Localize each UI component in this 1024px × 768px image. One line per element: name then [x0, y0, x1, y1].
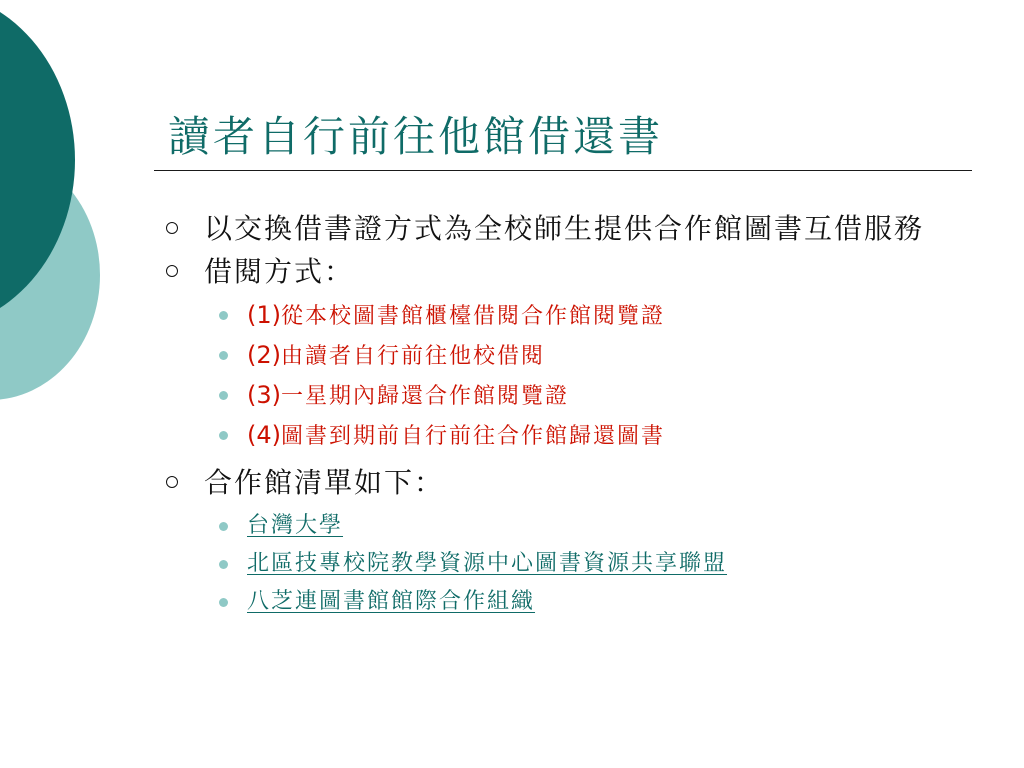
list-item — [164, 545, 964, 583]
bullet-partner-list — [164, 464, 964, 501]
list-item — [164, 376, 964, 416]
list-item — [164, 296, 964, 336]
bullet-text: 以交換借書證方式為全校師生提供合作館圖書互借服務 — [204, 212, 925, 245]
slide-body — [164, 210, 964, 629]
filled-dot-bullet-icon — [219, 522, 228, 531]
hollow-circle-bullet-icon — [166, 222, 178, 234]
hollow-circle-bullet-icon — [166, 265, 178, 277]
step-number: (3) — [247, 381, 281, 409]
partner-link-bazhilian[interactable]: 八芝連圖書館館際合作組織 — [247, 589, 536, 614]
step-text: 一星期內歸還合作館閱覽證 — [281, 384, 570, 409]
step-number: (2) — [247, 341, 281, 369]
list-item — [164, 416, 964, 456]
step-number: (1) — [247, 301, 281, 329]
filled-dot-bullet-icon — [219, 311, 228, 320]
partner-link-ntu[interactable]: 台灣大學 — [247, 513, 344, 538]
filled-dot-bullet-icon — [219, 598, 228, 607]
partner-link-north-tech-alliance[interactable]: 北區技專校院教學資源中心圖書資源共享聯盟 — [247, 551, 728, 576]
bullet-borrow-method — [164, 253, 964, 290]
partner-link-list — [164, 507, 964, 621]
list-item — [164, 336, 964, 376]
step-text: 從本校圖書館櫃檯借閱合作館閱覽證 — [281, 304, 666, 329]
step-text: 由讀者自行前往他校借閱 — [281, 344, 546, 369]
list-item — [164, 583, 964, 621]
hollow-circle-bullet-icon — [166, 476, 178, 488]
filled-dot-bullet-icon — [219, 391, 228, 400]
filled-dot-bullet-icon — [219, 560, 228, 569]
list-item — [164, 507, 964, 545]
filled-dot-bullet-icon — [219, 431, 228, 440]
step-text: 圖書到期前自行前往合作館歸還圖書 — [281, 424, 666, 449]
borrow-method-list — [164, 296, 964, 456]
bullet-text: 合作館清單如下： — [204, 466, 445, 499]
bullet-exchange-card — [164, 210, 964, 247]
step-number: (4) — [247, 421, 281, 449]
title-divider — [154, 170, 972, 171]
bullet-text: 借閱方式： — [204, 255, 355, 288]
slide-title: 讀者自行前往他館借還書 — [168, 112, 664, 161]
filled-dot-bullet-icon — [219, 351, 228, 360]
